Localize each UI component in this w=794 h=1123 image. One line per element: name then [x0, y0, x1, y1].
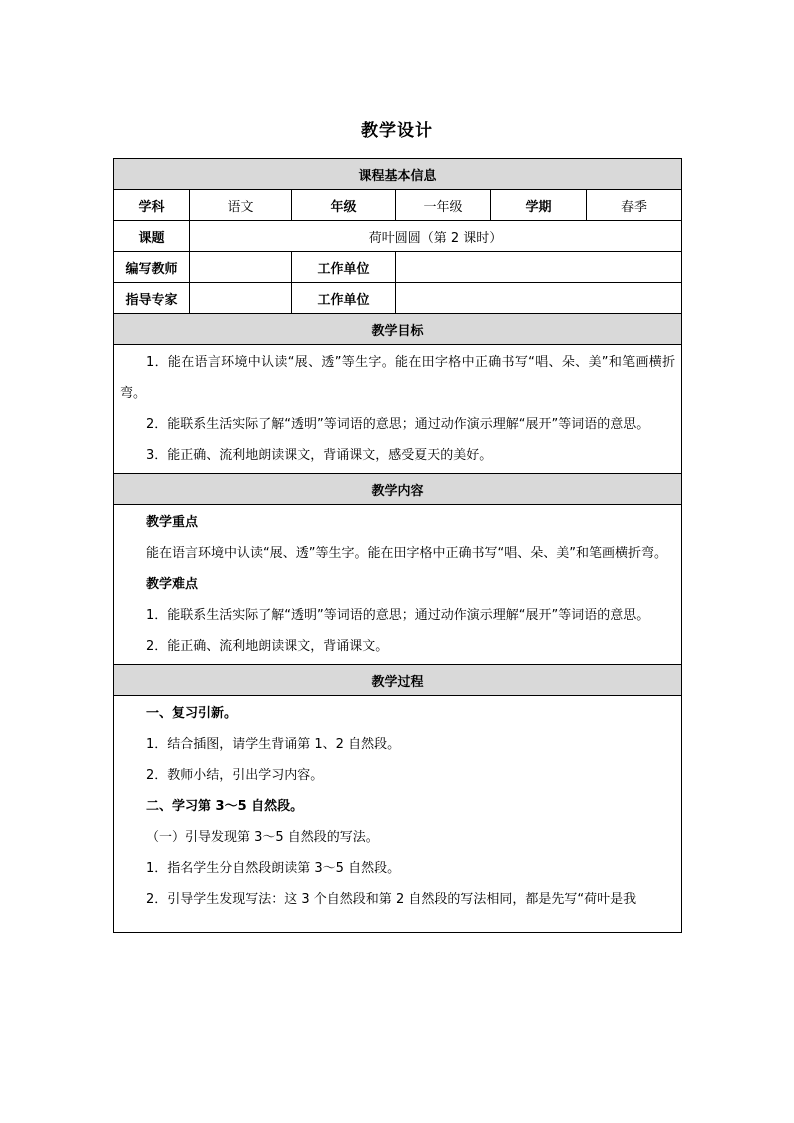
process-section [114, 696, 682, 933]
term-value: 春季 [587, 190, 682, 221]
subject-value: 语文 [190, 190, 292, 221]
mentor-unit-label: 工作单位 [292, 283, 396, 314]
difficult-item: 2．能正确、流利地朗读课文，背诵课文。 [146, 639, 389, 654]
author-label: 编写教师 [114, 252, 190, 283]
difficult-points-label: 教学难点 [146, 577, 199, 592]
grade-value: 一年级 [396, 190, 491, 221]
goal-item: 1．能在语言环境中认读“展、透”等生字。能在田字格中正确书写“唱、朵、美”和笔画横折弯。 [120, 355, 676, 401]
process-section-title: 一、复习引新。 [146, 706, 238, 721]
goals-header: 教学目标 [114, 314, 682, 345]
basic-info-header: 课程基本信息 [114, 159, 682, 190]
grade-label: 年级 [292, 190, 396, 221]
subject-label: 学科 [114, 190, 190, 221]
mentor-label: 指导专家 [114, 283, 190, 314]
author-value [190, 252, 292, 283]
mentor-unit-value [396, 283, 682, 314]
process-item: 1．指名学生分自然段朗读第 3～5 自然段。 [146, 861, 401, 876]
process-item: 2．教师小结，引出学习内容。 [146, 768, 324, 783]
lesson-plan-table [113, 158, 682, 933]
author-unit-label: 工作单位 [292, 252, 396, 283]
content-section [114, 505, 682, 665]
goals-section [114, 345, 682, 474]
key-points-text: 能在语言环境中认读“展、透”等生字。能在田字格中正确书写“唱、朵、美”和笔画横折弯。 [146, 546, 667, 561]
author-unit-value [396, 252, 682, 283]
page-title: 教学设计 [361, 121, 433, 141]
process-subsection-title: （一）引导发现第 3～5 自然段的写法。 [146, 830, 379, 845]
process-item: 2．引导学生发现写法：这 3 个自然段和第 2 自然段的写法相同，都是先写“荷叶是我 [146, 892, 637, 907]
process-item: 1．结合插图，请学生背诵第 1、2 自然段。 [146, 737, 401, 752]
process-section-title: 二、学习第 3～5 自然段。 [146, 799, 304, 814]
term-label: 学期 [491, 190, 587, 221]
key-points-label: 教学重点 [146, 515, 199, 530]
topic-label: 课题 [114, 221, 190, 252]
process-header: 教学过程 [114, 665, 682, 696]
difficult-item: 1．能联系生活实际了解“透明”等词语的意思；通过动作演示理解“展开”等词语的意思。 [146, 608, 650, 623]
topic-value: 荷叶圆圆（第 2 课时） [190, 221, 682, 252]
content-header: 教学内容 [114, 474, 682, 505]
mentor-value [190, 283, 292, 314]
goal-item: 2．能联系生活实际了解“透明”等词语的意思；通过动作演示理解“展开”等词语的意思。 [146, 417, 650, 432]
goal-item: 3．能正确、流利地朗读课文，背诵课文，感受夏天的美好。 [146, 448, 493, 463]
